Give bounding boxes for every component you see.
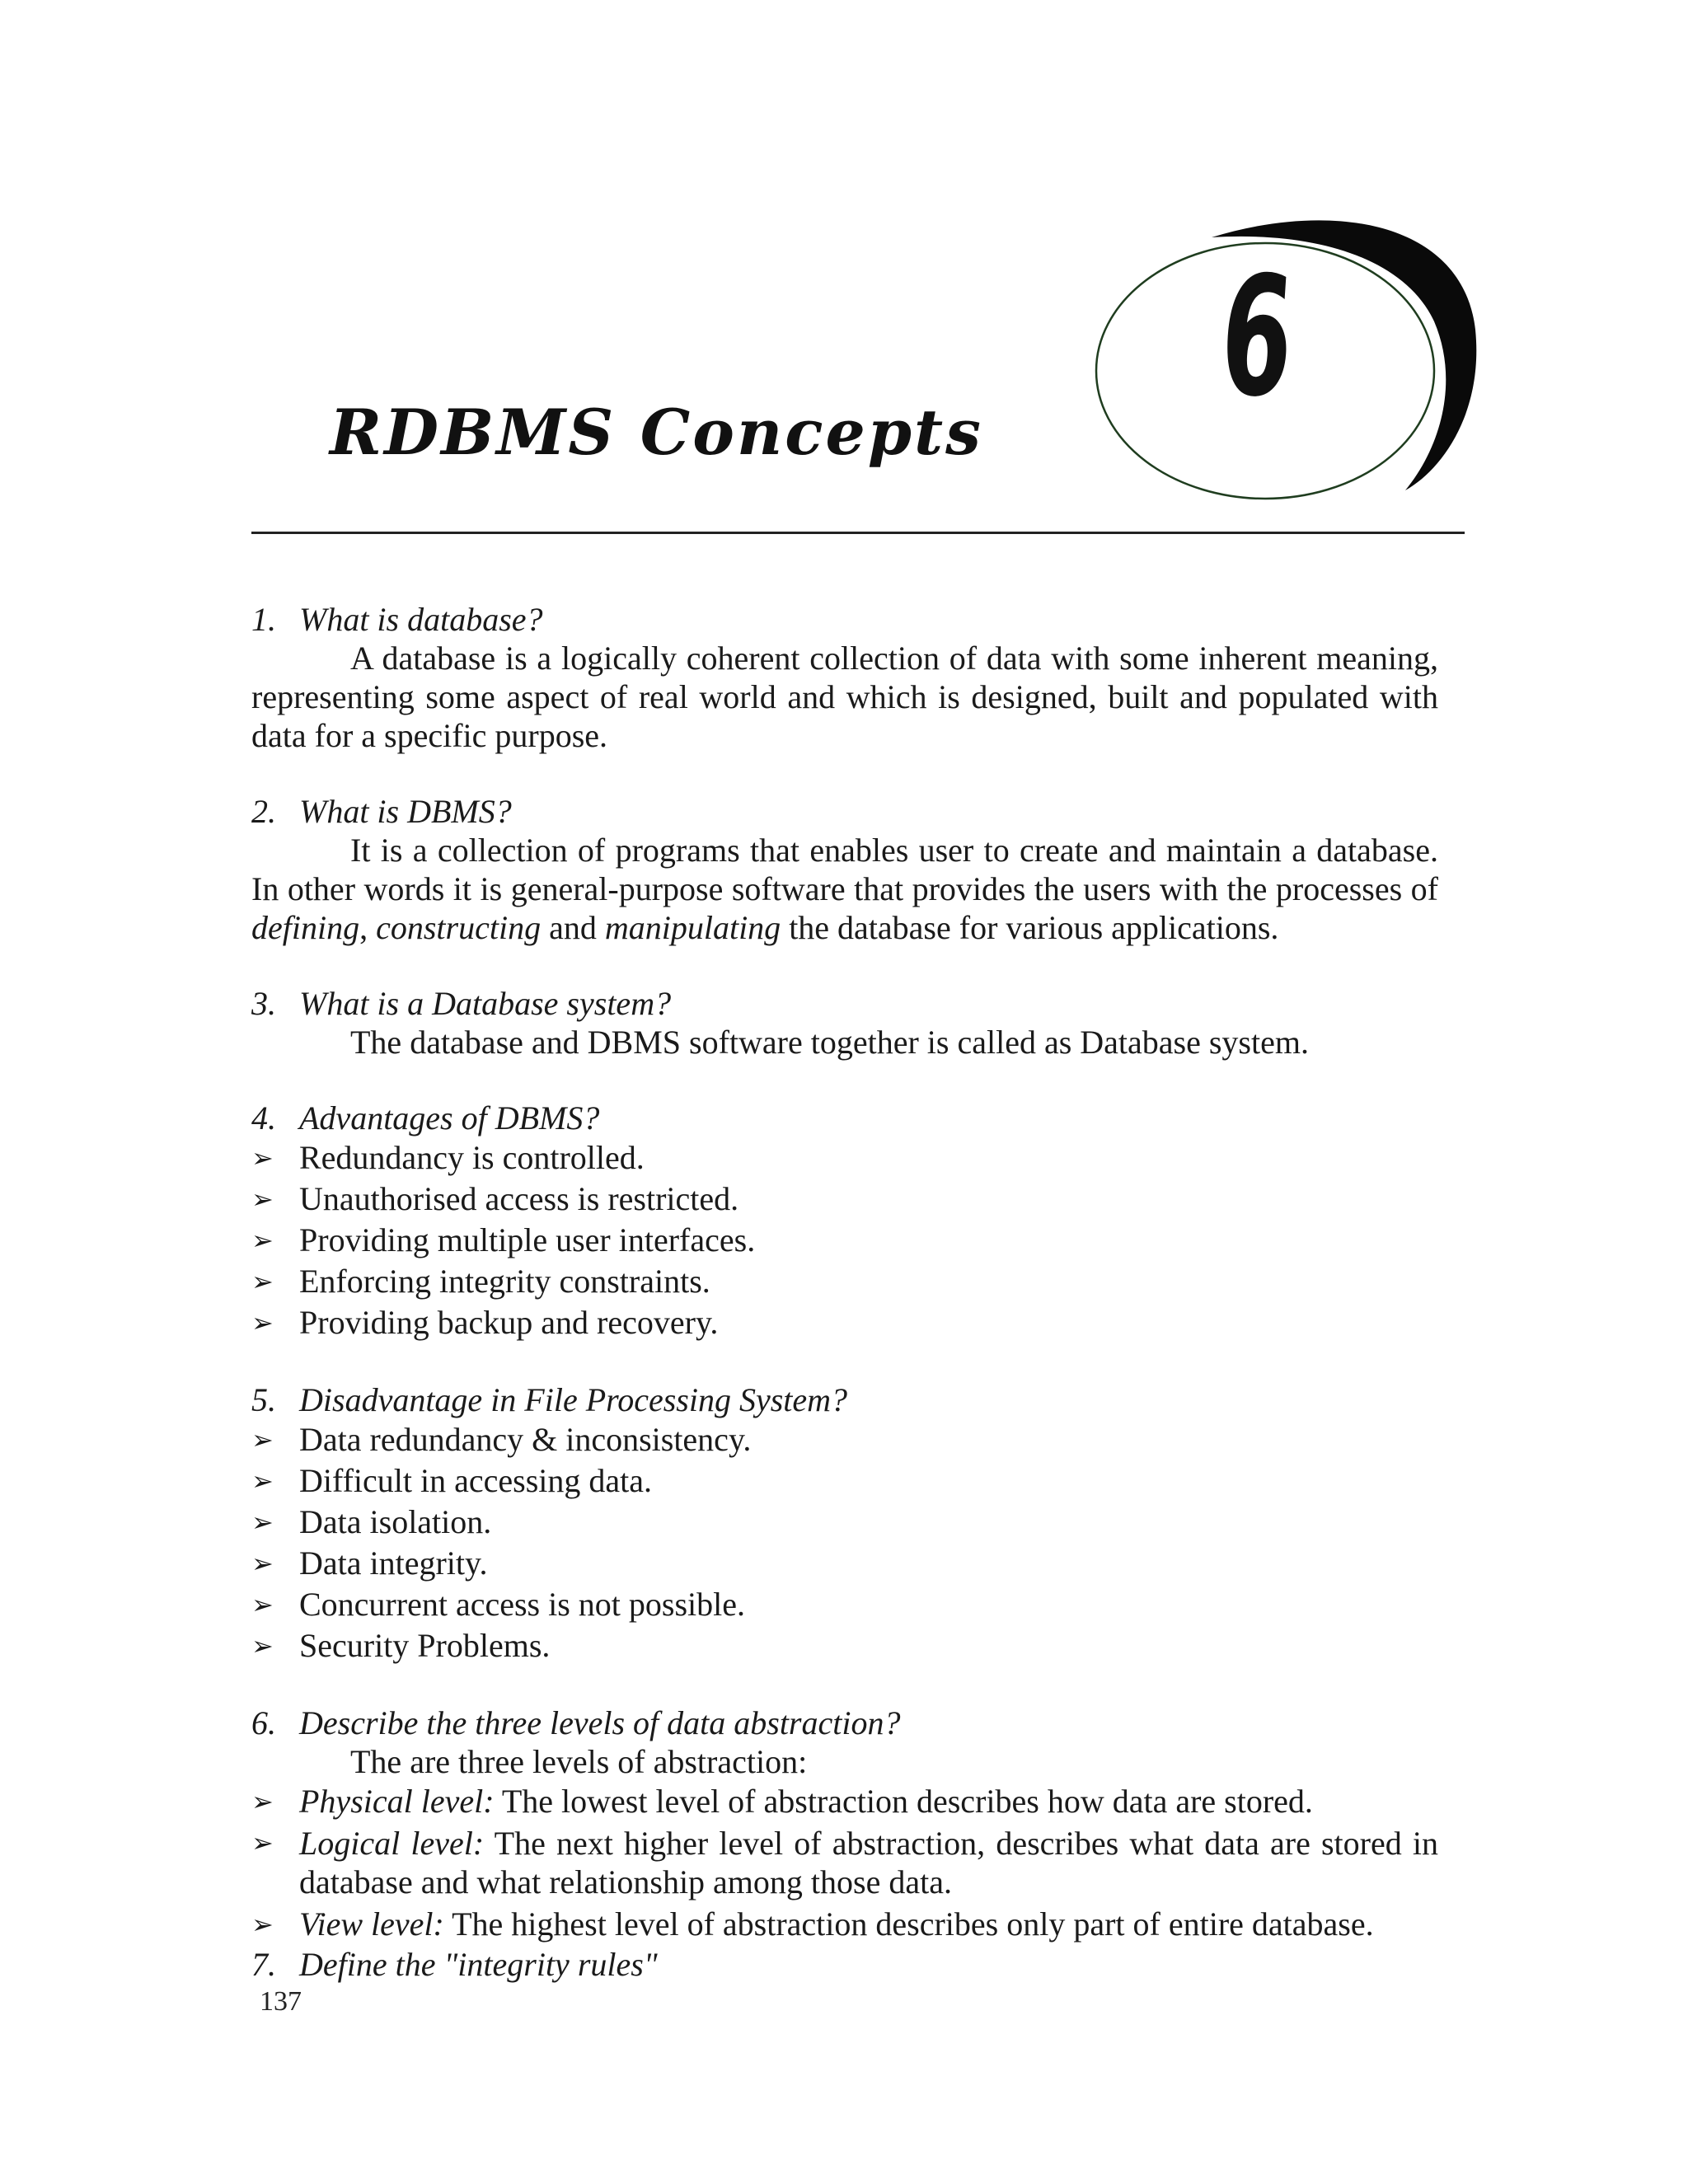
bullet-list bbox=[251, 1781, 1438, 1945]
answer-paragraph bbox=[251, 831, 1438, 947]
question-text: Advantages of DBMS? bbox=[299, 1099, 600, 1137]
question-number: 7. bbox=[251, 1946, 276, 1983]
section-what-is-dbms bbox=[251, 792, 1438, 947]
question-text: Define the "integrity rules" bbox=[299, 1946, 658, 1983]
question-heading bbox=[251, 1380, 1438, 1419]
list-item bbox=[251, 1781, 1438, 1822]
question-number: 5. bbox=[251, 1381, 276, 1418]
bullet-list bbox=[251, 1419, 1438, 1666]
question-heading bbox=[251, 792, 1438, 831]
list-item: ➢ Providing backup and recovery. bbox=[251, 1302, 1438, 1343]
question-text: Describe the three levels of data abstraction? bbox=[299, 1704, 901, 1741]
question-number: 6. bbox=[251, 1704, 276, 1741]
arrowhead-bullet-icon: ➢ bbox=[251, 1909, 274, 1940]
term-logical-level: Logical level: bbox=[299, 1825, 485, 1862]
term-view-level: View level: bbox=[299, 1905, 444, 1943]
arrowhead-bullet-icon: ➢ bbox=[251, 1827, 274, 1858]
list-item bbox=[251, 1904, 1438, 1945]
list-item: ➢ Security Problems. bbox=[251, 1625, 1438, 1666]
question-text: Disadvantage in File Processing System? bbox=[299, 1381, 848, 1418]
section-what-is-database bbox=[251, 600, 1438, 755]
arrowhead-bullet-icon: ➢ bbox=[251, 1266, 274, 1297]
arrowhead-bullet-icon: ➢ bbox=[251, 1465, 274, 1497]
question-heading bbox=[251, 1945, 1438, 1984]
emphasis-constructing: constructing bbox=[376, 909, 542, 946]
answer-text: the database for various applications. bbox=[781, 909, 1279, 946]
page-content bbox=[251, 600, 1438, 1984]
list-item: ➢ Data integrity. bbox=[251, 1543, 1438, 1584]
question-heading bbox=[251, 984, 1438, 1023]
answer-paragraph: A database is a logically coherent collection of data with some inherent meaning, representing some aspect of real world and which is designed, built and populated with data for a specific purpose. bbox=[251, 640, 1438, 754]
question-heading bbox=[251, 1099, 1438, 1137]
arrowhead-bullet-icon: ➢ bbox=[251, 1183, 274, 1215]
section-advantages-of-dbms bbox=[251, 1099, 1438, 1343]
bullet-list bbox=[251, 1137, 1438, 1343]
list-item: ➢ Unauthorised access is restricted. bbox=[251, 1179, 1438, 1220]
emphasis-manipulating: manipulating bbox=[604, 909, 781, 946]
list-item: ➢ Difficult in accessing data. bbox=[251, 1460, 1438, 1502]
list-item: ➢ Redundancy is controlled. bbox=[251, 1137, 1438, 1179]
list-item bbox=[251, 1824, 1438, 1901]
arrowhead-bullet-icon: ➢ bbox=[251, 1424, 274, 1455]
question-heading bbox=[251, 1704, 1438, 1742]
term-description: The highest level of abstraction describes only part of entire database. bbox=[443, 1905, 1374, 1943]
section-integrity-rules bbox=[251, 1945, 1438, 1984]
list-item: ➢ Data redundancy & inconsistency. bbox=[251, 1419, 1438, 1460]
arrowhead-bullet-icon: ➢ bbox=[251, 1630, 274, 1661]
answer-text: It is a collection of programs that enables user to create and maintain a database. In other words it is general-purpose software that provides the users with the processes of bbox=[251, 832, 1438, 907]
answer-paragraph: The are three levels of abstraction: bbox=[350, 1743, 808, 1780]
list-item: ➢ Concurrent access is not possible. bbox=[251, 1584, 1438, 1625]
arrowhead-bullet-icon: ➢ bbox=[251, 1142, 274, 1174]
emphasis-defining: defining bbox=[251, 909, 360, 946]
chapter-title: RDBMS Concepts bbox=[330, 396, 983, 469]
term-physical-level: Physical level: bbox=[299, 1783, 495, 1820]
question-heading bbox=[251, 600, 1438, 639]
term-description: The lowest level of abstraction describes how data are stored. bbox=[494, 1783, 1313, 1820]
question-number: 2. bbox=[251, 793, 276, 830]
arrowhead-bullet-icon: ➢ bbox=[251, 1225, 274, 1256]
header-divider bbox=[251, 532, 1465, 534]
arrowhead-bullet-icon: ➢ bbox=[251, 1589, 274, 1620]
term-description: The next higher level of abstraction, describes what data are stored in database and what relationship among those data. bbox=[299, 1825, 1438, 1900]
arrowhead-bullet-icon: ➢ bbox=[251, 1507, 274, 1538]
question-text: What is a Database system? bbox=[299, 985, 672, 1022]
question-number: 3. bbox=[251, 985, 276, 1022]
section-data-abstraction bbox=[251, 1704, 1438, 1945]
arrowhead-bullet-icon: ➢ bbox=[251, 1548, 274, 1579]
answer-text: , bbox=[359, 909, 377, 946]
question-text: What is DBMS? bbox=[299, 793, 512, 830]
answer-text: and bbox=[541, 909, 605, 946]
list-item: ➢ Data isolation. bbox=[251, 1502, 1438, 1543]
arrowhead-bullet-icon: ➢ bbox=[251, 1786, 274, 1817]
answer-paragraph: The database and DBMS software together is called as Database system. bbox=[350, 1024, 1309, 1061]
question-number: 4. bbox=[251, 1099, 276, 1137]
list-item: ➢ Enforcing integrity constraints. bbox=[251, 1261, 1438, 1302]
chapter-number: 6 bbox=[1215, 241, 1299, 434]
arrowhead-bullet-icon: ➢ bbox=[251, 1307, 274, 1338]
question-number: 1. bbox=[251, 601, 276, 638]
section-file-processing-disadvantages bbox=[251, 1380, 1438, 1666]
question-text: What is database? bbox=[299, 601, 543, 638]
list-item: ➢ Providing multiple user interfaces. bbox=[251, 1220, 1438, 1261]
page-number: 137 bbox=[260, 1986, 302, 2017]
section-database-system bbox=[251, 984, 1438, 1062]
